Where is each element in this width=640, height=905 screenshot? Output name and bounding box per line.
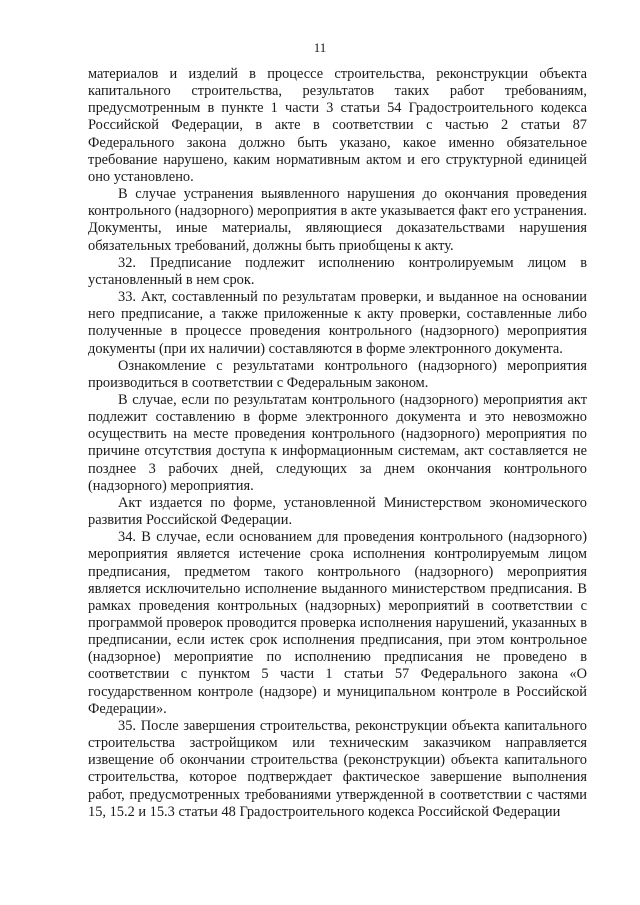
paragraph-33: 33. Акт, составленный по результатам проверки, и выданное на основании него предписание, а также приложенные к акту проверки, составленные либо полученные в процессе проведения контрольного (надзорного) мероприятия документы (при их наличии) составляются в форме электронного документа. [88, 289, 587, 357]
paragraph-violation-fix: В случае устранения выявленного нарушения до окончания проведения контрольного (надзорного) мероприятия в акте указывается факт его устранения. Документы, иные материалы, являющиеся доказательствами нарушения обязательных требований, должны быть приобщены к акту. [88, 186, 587, 254]
paragraph-continuation: материалов и изделий в процессе строительства, реконструкции объекта капитального строительства, результатов таких работ требованиям, предусмотренным в пункте 1 части 3 статьи 54 Градостроительного кодекса Российской Федерации, в акте в соответствии с частью 2 статьи 87 Федерального закона должно быть указано, какое именно обязательное требование нарушено, каким нормативным актом и его структурной единицей оно установлено. [88, 66, 587, 185]
page-number: 11 [313, 40, 327, 55]
paragraph-electronic-act: В случае, если по результатам контрольного (надзорного) мероприятия акт подлежит составлению в форме электронного документа и это невозможно осуществить на месте проведения контрольного (надзорного) мероприятия по причине отсутствия доступа к информационным системам, акт составляется не позднее 3 рабочих дней, следующих за днем окончания контрольного (надзорного) мероприятия. [88, 391, 587, 494]
paragraph-familiarization: Ознакомление с результатами контрольного (надзорного) мероприятия производиться в соответствии с Федеральным законом. [88, 357, 587, 391]
document-body [88, 66, 587, 821]
paragraph-act-form: Акт издается по форме, установленной Министерством экономического развития Российской Федерации. [88, 494, 587, 529]
paragraph-35: 35. После завершения строительства, реконструкции объекта капитального строительства застройщиком или техническим заказчиком направляется извещение об окончании строительства (реконструкции) объекта капитального строительства, которое подтверждает фактическое завершение выполнения работ, предусмотренных требованиями утвержденной в соответствии с частями 15, 15.2 и 15.3 статьи 48 Градостроительного кодекса Российской Федерации [88, 717, 587, 820]
paragraph-34: 34. В случае, если основанием для проведения контрольного (надзорного) мероприятия является истечение срока исполнения контролируемым лицом предписания, предметом такого контрольного (надзорного) мероприятия является исключительно исполнение выданного министерством предписания. В рамках проведения контрольных (надзорных) мероприятий в соответствии с программой проверок проводится проверка исполнения нарушений, указанных в предписании, если истек срок исполнения предписания, при этом контрольное (надзорное) мероприятие по исполнению предписания не проведено в соответствии с пунктом 5 части 1 статьи 57 Федерального закона «О государственном контроле (надзоре) и муниципальном контроле в Российской Федерации». [88, 529, 587, 717]
paragraph-32: 32. Предписание подлежит исполнению контролируемым лицом в установленный в нем срок. [88, 254, 587, 288]
